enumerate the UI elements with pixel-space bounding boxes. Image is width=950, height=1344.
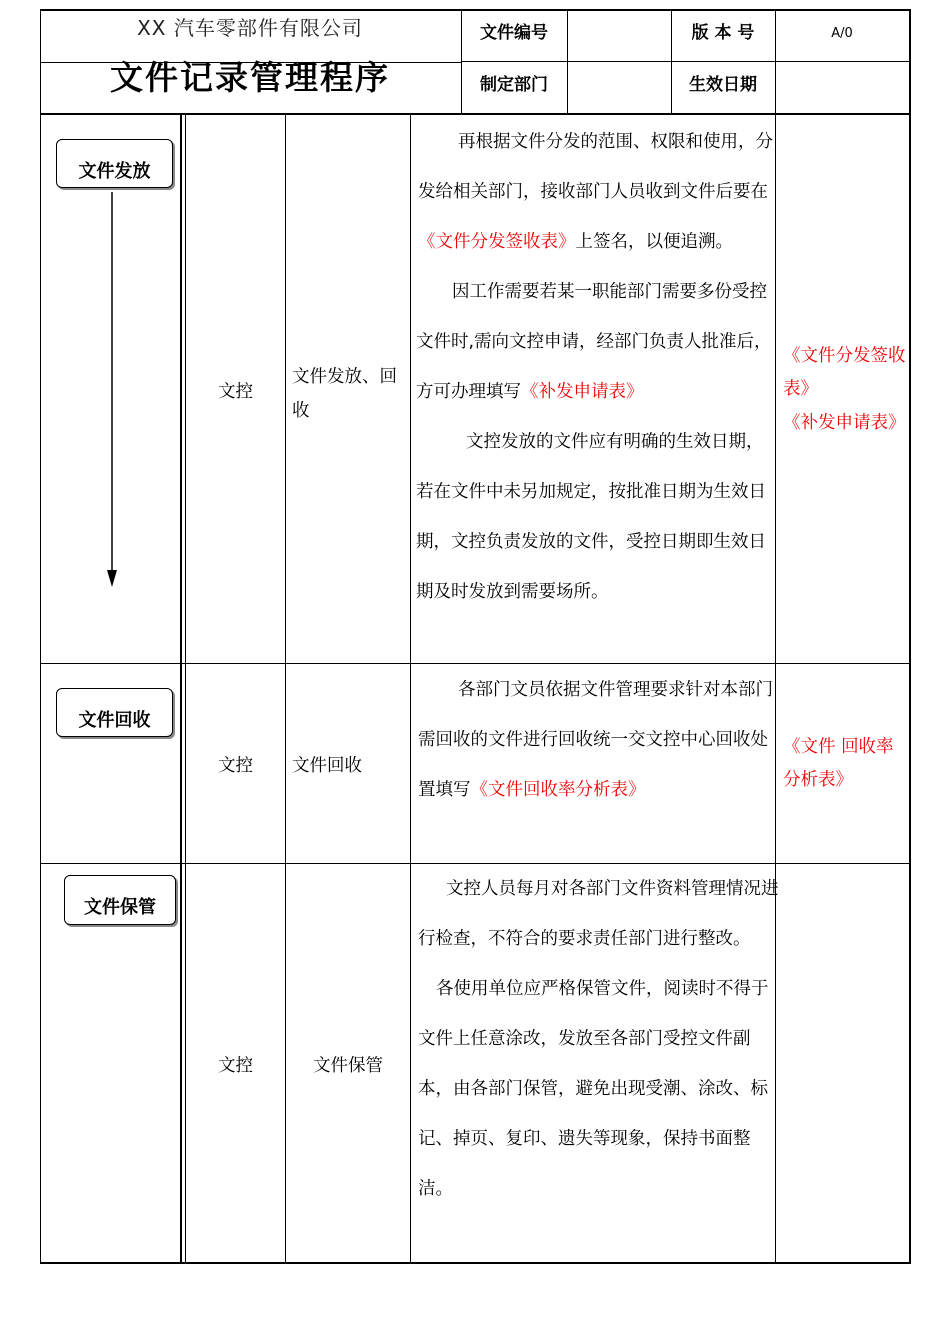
- row-1-paragraph-2: [416, 267, 776, 417]
- document-title: 文件记录管理程序: [110, 58, 390, 97]
- row-3-content: [418, 864, 780, 1214]
- flow-col-double-line-b: [185, 114, 186, 1263]
- row-1-owner: 文控: [218, 382, 253, 402]
- flow-step-recall: 文件回收: [56, 688, 173, 737]
- row-1-p1-tail: 上签名，以便追溯。: [575, 232, 733, 252]
- row-1-content: [418, 117, 776, 617]
- row-2-p1-form-ref: 《文件回收率分析表》: [470, 780, 646, 800]
- row-1-p1-text: 再根据文件分发的范围、权限和使用，分发给相关部门，接收部门人员收到文件后要在: [418, 132, 773, 202]
- header-col-4: [775, 9, 776, 114]
- row-2-ref-1: 《文件 回收率分析表》: [783, 737, 894, 790]
- row-3-paragraph-2: 各使用单位应严格保管文件，阅读时不得于文件上任意涂改，发放至各部门受控文件副本，由各部门保管，避免出现受潮、涂改、标记、掉页、复印、遗失等现象，保持书面整洁。: [418, 979, 769, 1199]
- row-1-paragraph-1: [418, 117, 776, 267]
- flow-step-distribute: 文件发放: [56, 139, 173, 188]
- row-2-content: [418, 665, 776, 815]
- flow-step-storage: 文件保管: [64, 875, 176, 925]
- row-1-ref-2: 《补发申请表》: [783, 413, 906, 433]
- table-bottom-border: [40, 1262, 911, 1264]
- row-1-bottom-line: [40, 663, 911, 664]
- header-col-2: [567, 9, 568, 114]
- effective-date-label: 生效日期: [689, 75, 757, 95]
- row-3-owner: 文控: [218, 1056, 253, 1076]
- header-left-border: [40, 9, 41, 1263]
- header-bottom-border: [40, 113, 911, 115]
- company-name: XX 汽车零部件有限公司: [137, 16, 363, 40]
- row-3-activity: 文件保管: [313, 1056, 383, 1076]
- doc-no-label: 文件编号: [480, 23, 548, 43]
- row-1-activity: 文件发放、回收: [292, 367, 397, 421]
- version-value: A/0: [831, 26, 853, 41]
- owner-col-line: [285, 114, 286, 1263]
- row-2-paragraph-1: [418, 665, 776, 815]
- dept-label: 制定部门: [480, 75, 548, 95]
- flow-col-double-line-a: [180, 114, 182, 1263]
- row-2-owner: 文控: [218, 756, 253, 776]
- version-label: 版 本 号: [691, 23, 755, 43]
- row-3-paragraph-1: 文控人员每月对各部门文件资料管理情况进行检查，不符合的要求责任部门进行整改。: [418, 879, 779, 949]
- activity-col-line: [410, 114, 411, 1263]
- row-2-activity: 文件回收: [292, 756, 362, 776]
- row-1-ref-1: 《文件分发签收表》: [783, 346, 906, 399]
- header-top-border: [40, 9, 911, 11]
- flow-arrow-down: [104, 192, 120, 592]
- row-1-p2-text: 因工作需要若某一职能部门需要多份受控文件时,需向文控申请，经部门负责人批准后，方可办理填写: [416, 282, 772, 402]
- row-1-paragraph-3: 文控发放的文件应有明确的生效日期，若在文件中未另加规定，按批准日期为生效日期，文控负责发放的文件，受控日期即生效日期及时发放到需要场所。: [416, 432, 766, 602]
- row-1-p2-form-ref: 《补发申请表》: [521, 382, 644, 402]
- header-mid-line-right: [461, 61, 911, 62]
- row-2-p1-text: 各部门文员依据文件管理要求针对本部门需回收的文件进行回收统一交文控中心回收处置填写: [418, 680, 773, 800]
- right-border: [909, 9, 911, 1263]
- row-1-p1-form-ref: 《文件分发签收表》: [418, 232, 576, 252]
